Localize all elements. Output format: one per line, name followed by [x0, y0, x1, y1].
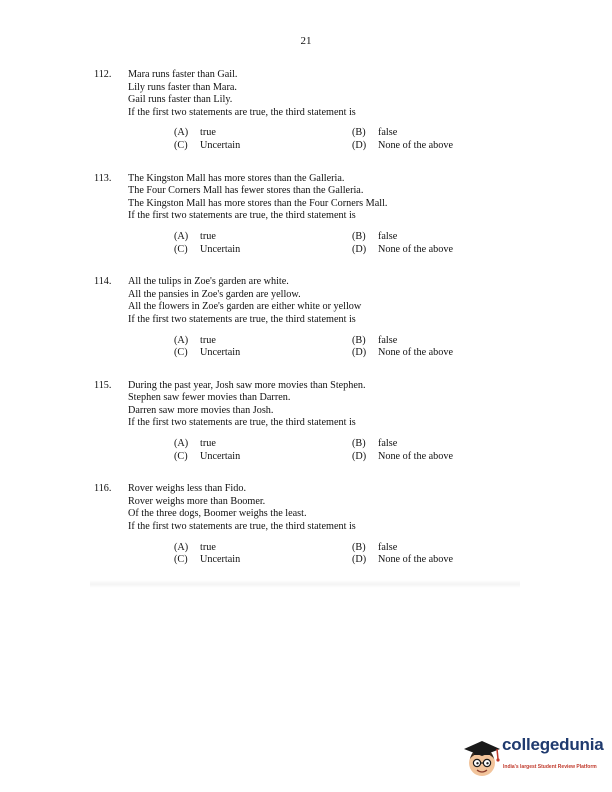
option-letter: (C): [174, 347, 188, 359]
question-statements: [128, 483, 534, 567]
answer-options: [174, 542, 534, 567]
answer-option-d[interactable]: [352, 451, 512, 464]
question-number: 112.: [94, 69, 112, 80]
option-text: Uncertain: [200, 450, 241, 462]
answer-option-a[interactable]: [174, 542, 352, 555]
brand-tagline: India's largest Student Review Platform: [503, 764, 597, 770]
scan-shadow-divider: [90, 580, 520, 588]
question-116: [94, 483, 534, 567]
option-text: false: [378, 334, 398, 346]
option-text: true: [200, 334, 216, 346]
option-letter: (A): [174, 334, 189, 346]
question-113: [94, 173, 534, 257]
statement-line: The Kingston Mall has more stores than the Four Corners Mall.: [128, 197, 388, 209]
answer-options: [174, 231, 534, 256]
option-text: false: [378, 230, 398, 242]
statement-line: Rover weighs less than Fido.: [128, 483, 246, 495]
answer-option-d[interactable]: [352, 554, 512, 567]
question-prompt: If the first two statements are true, the third statement is: [128, 313, 356, 325]
option-letter: (C): [174, 450, 188, 462]
answer-option-d[interactable]: [352, 244, 512, 257]
option-letter: (A): [174, 438, 189, 450]
answer-option-c[interactable]: [174, 347, 352, 360]
option-text: None of the above: [378, 243, 453, 255]
option-text: None of the above: [378, 554, 453, 566]
question-statements: [128, 69, 534, 153]
page-number: 21: [300, 35, 312, 47]
statement-line: During the past year, Josh saw more movies than Stephen.: [128, 379, 366, 391]
option-letter: (B): [352, 230, 366, 242]
statement-line: Gail runs faster than Lily.: [128, 94, 233, 106]
option-text: true: [200, 541, 216, 553]
statement-line: Of the three dogs, Boomer weighs the least.: [128, 508, 307, 520]
answer-option-c[interactable]: [174, 244, 352, 257]
option-letter: (C): [174, 554, 188, 566]
answer-option-a[interactable]: [174, 335, 352, 348]
answer-options: [174, 127, 534, 152]
statement-line: Darren saw more movies than Josh.: [128, 404, 274, 416]
statement-line: Mara runs faster than Gail.: [128, 69, 238, 80]
answer-option-b[interactable]: [352, 335, 512, 348]
question-prompt: If the first two statements are true, the third statement is: [128, 210, 356, 222]
option-text: true: [200, 438, 216, 450]
question-list: [94, 69, 534, 587]
option-text: true: [200, 230, 216, 242]
answer-option-b[interactable]: [352, 438, 512, 451]
question-number: 116.: [94, 483, 112, 495]
answer-option-a[interactable]: [174, 438, 352, 451]
option-letter: (B): [352, 334, 366, 346]
answer-option-a[interactable]: [174, 127, 352, 140]
question-114: [94, 276, 534, 360]
option-text: Uncertain: [200, 347, 241, 359]
option-letter: (D): [352, 347, 367, 359]
answer-options: [174, 438, 534, 463]
statement-line: Stephen saw fewer movies than Darren.: [128, 392, 291, 404]
answer-option-d[interactable]: [352, 140, 512, 153]
option-text: None of the above: [378, 450, 453, 462]
answer-option-a[interactable]: [174, 231, 352, 244]
option-letter: (B): [352, 541, 366, 553]
answer-option-b[interactable]: [352, 127, 512, 140]
statement-line: The Four Corners Mall has fewer stores than the Galleria.: [128, 185, 364, 197]
option-text: Uncertain: [200, 554, 241, 566]
statement-line: Lily runs faster than Mara.: [128, 81, 237, 93]
option-text: None of the above: [378, 347, 453, 359]
question-statements: [128, 380, 534, 464]
statement-line: All the pansies in Zoe's garden are yellow.: [128, 288, 301, 300]
answer-options: [174, 335, 534, 360]
option-letter: (D): [352, 554, 367, 566]
question-115: [94, 380, 534, 464]
option-text: false: [378, 438, 398, 450]
answer-option-d[interactable]: [352, 347, 512, 360]
option-letter: (D): [352, 450, 367, 462]
question-112: [94, 69, 534, 153]
question-number: 113.: [94, 172, 112, 184]
option-text: true: [200, 127, 216, 139]
statement-line: The Kingston Mall has more stores than the Galleria.: [128, 172, 345, 184]
mascot-graduate-icon: [462, 737, 502, 781]
question-statements: [128, 173, 534, 257]
option-letter: (A): [174, 541, 189, 553]
statement-line: All the tulips in Zoe's garden are white.: [128, 276, 289, 288]
question-prompt: If the first two statements are true, the third statement is: [128, 106, 356, 118]
option-letter: (C): [174, 243, 188, 255]
answer-option-b[interactable]: [352, 542, 512, 555]
option-letter: (C): [174, 139, 188, 151]
option-letter: (D): [352, 243, 367, 255]
answer-option-c[interactable]: [174, 140, 352, 153]
option-text: Uncertain: [200, 243, 241, 255]
question-prompt: If the first two statements are true, the third statement is: [128, 417, 356, 429]
question-statements: [128, 276, 534, 360]
option-text: false: [378, 541, 398, 553]
option-text: None of the above: [378, 139, 453, 151]
statement-line: Rover weighs more than Boomer.: [128, 495, 266, 507]
option-text: false: [378, 127, 398, 139]
answer-option-c[interactable]: [174, 451, 352, 464]
option-text: Uncertain: [200, 139, 241, 151]
option-letter: (A): [174, 230, 189, 242]
answer-option-b[interactable]: [352, 231, 512, 244]
question-prompt: If the first two statements are true, the third statement is: [128, 521, 356, 533]
brand-name: collegedunia: [502, 735, 604, 754]
answer-option-c[interactable]: [174, 554, 352, 567]
question-number: 115.: [94, 379, 112, 391]
option-letter: (D): [352, 139, 367, 151]
option-letter: (B): [352, 438, 366, 450]
collegedunia-logo[interactable]: [458, 733, 608, 783]
option-letter: (B): [352, 127, 366, 139]
statement-line: All the flowers in Zoe's garden are either white or yellow: [128, 301, 362, 313]
option-letter: (A): [174, 127, 189, 139]
question-number: 114.: [94, 276, 112, 288]
